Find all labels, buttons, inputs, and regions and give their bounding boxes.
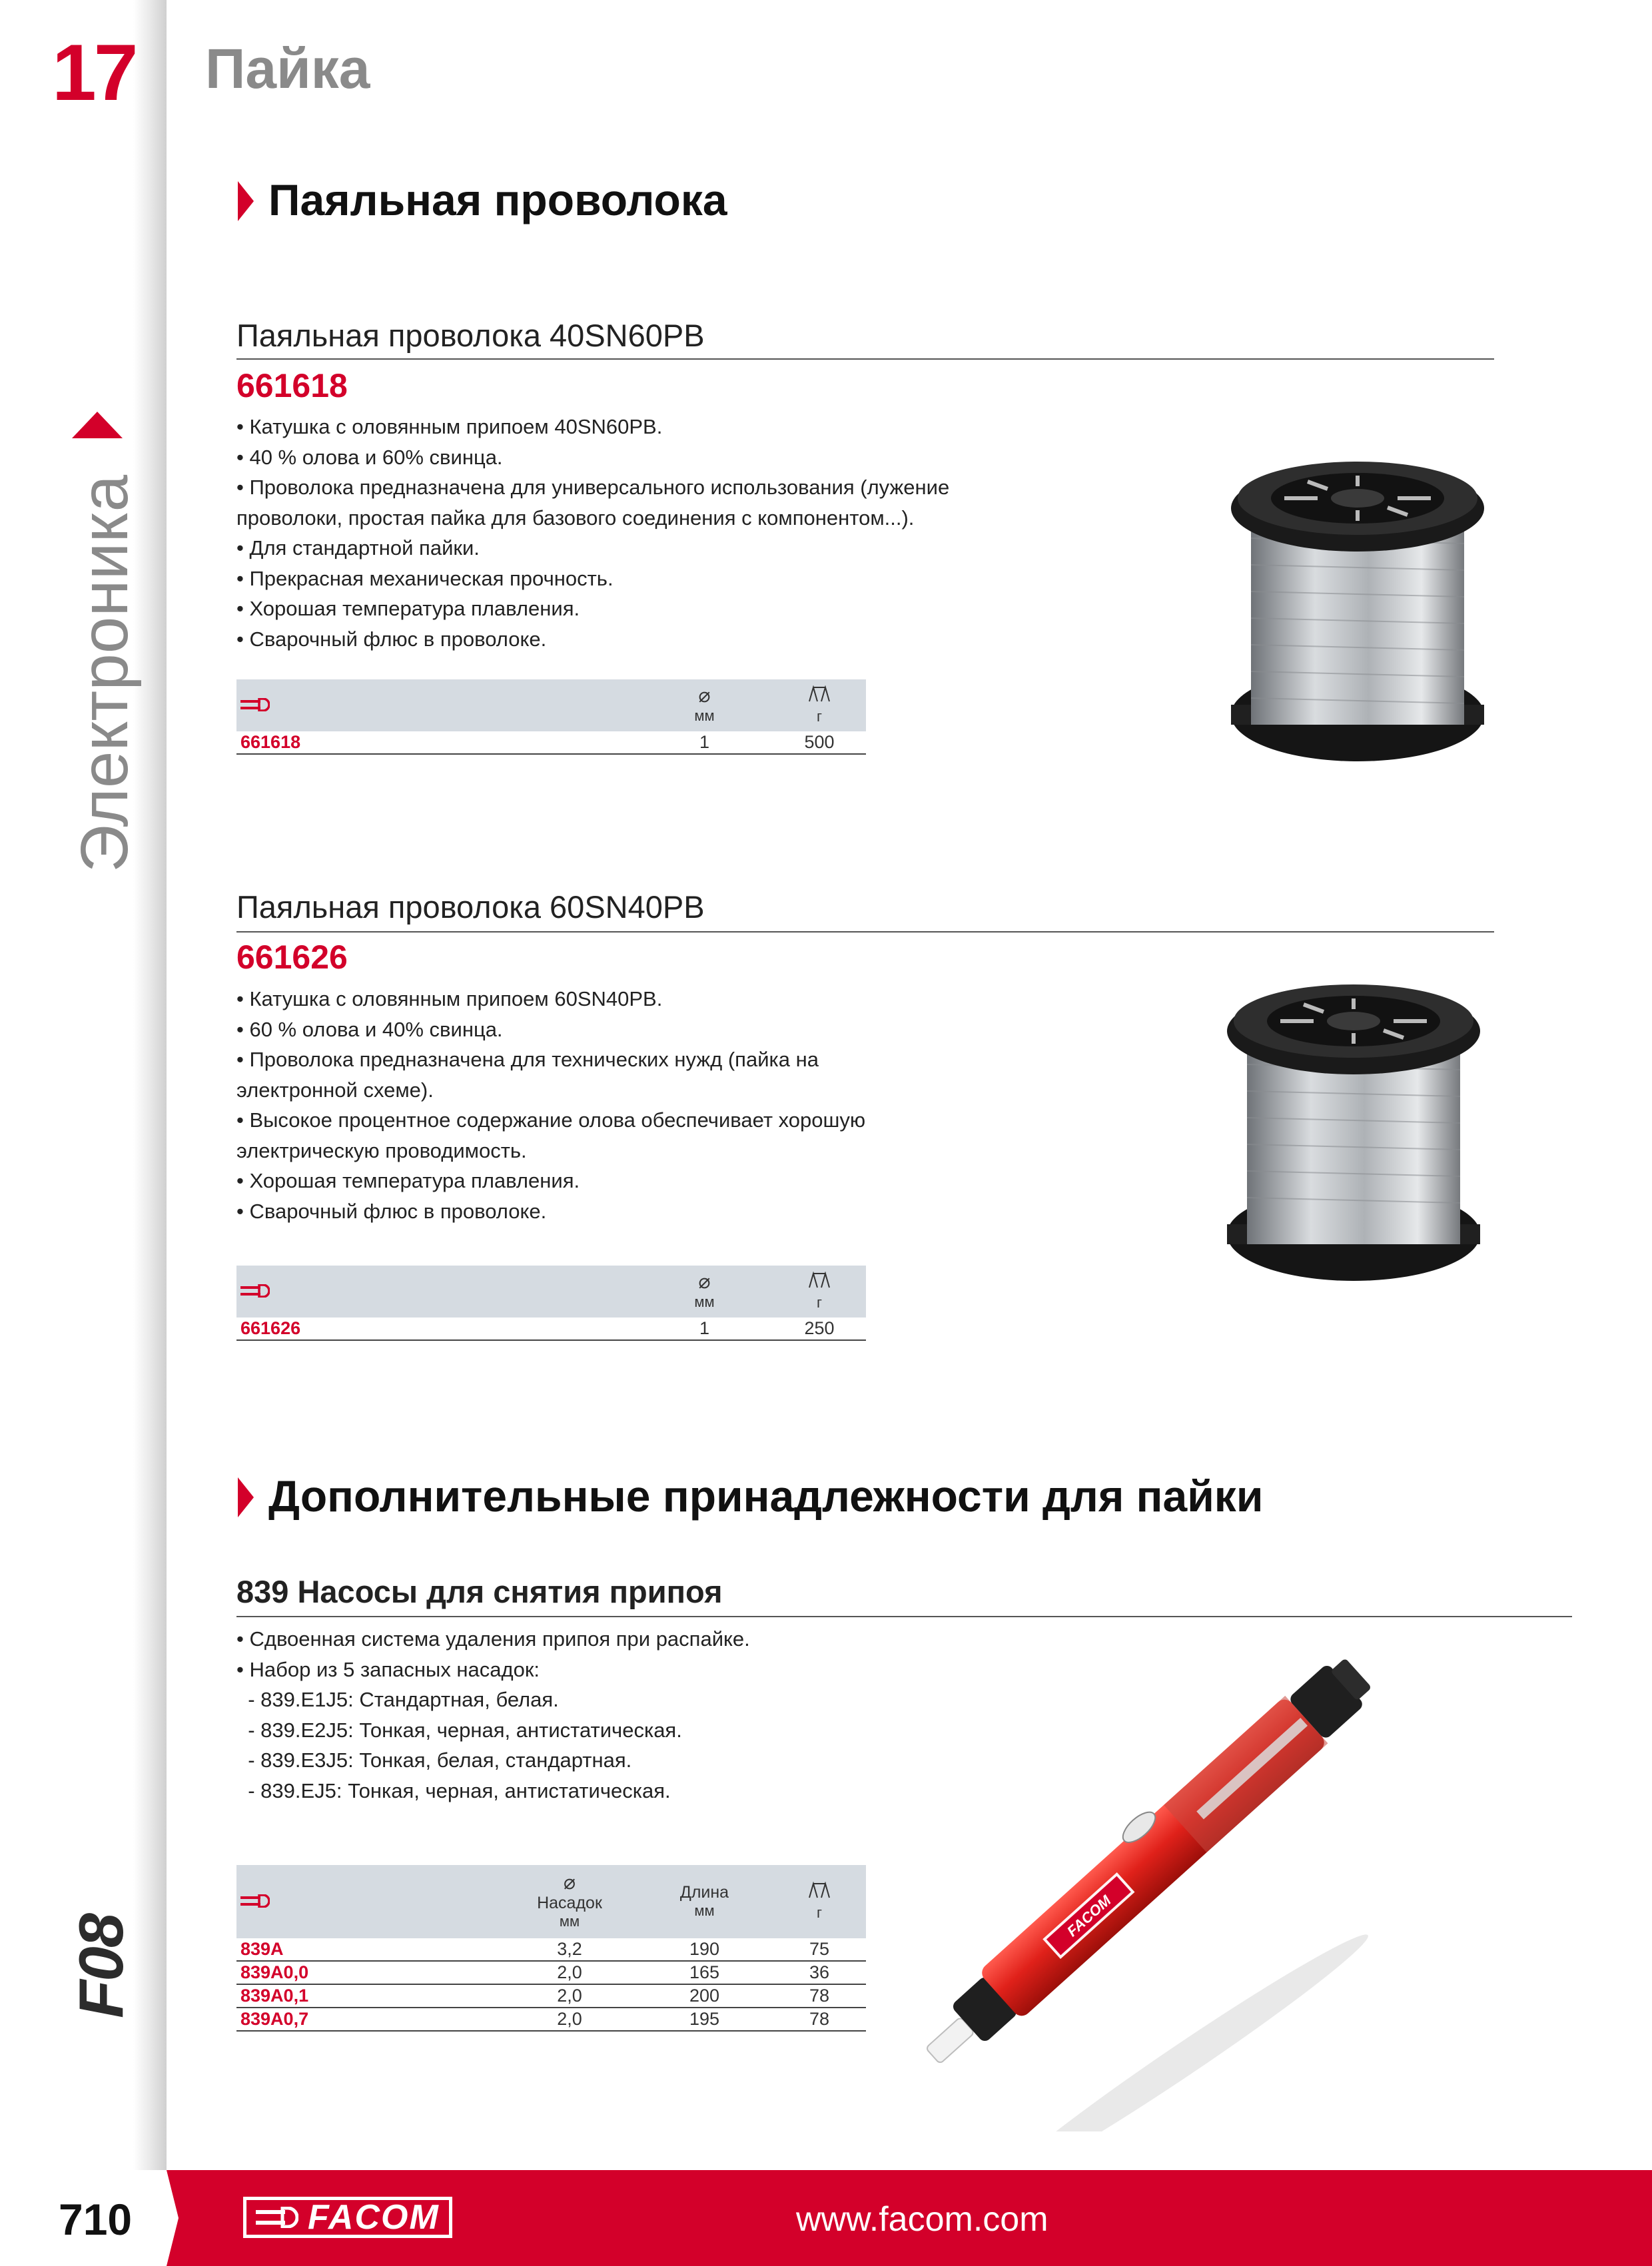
- weight-unit: г: [816, 1294, 823, 1311]
- row-code: 839A0,7: [236, 2008, 503, 2031]
- facom-reference-icon: [240, 1894, 270, 1908]
- row-code: 839A: [236, 1938, 503, 1961]
- weight-icon: [808, 1272, 831, 1289]
- diameter-header: [636, 679, 773, 731]
- feature-line: • 40 % олова и 60% свинца.: [236, 445, 503, 469]
- brand-name: FACOM: [308, 2198, 440, 2237]
- row-length: 190: [636, 1938, 773, 1961]
- row-length: 195: [636, 2008, 773, 2031]
- feature-line: • Для стандартной пайки.: [236, 536, 480, 560]
- feature-line: • 60 % олова и 40% свинца.: [236, 1017, 503, 1041]
- weight-header: [773, 679, 866, 731]
- chapter-number: 17: [52, 28, 136, 117]
- row-weight: 36: [773, 1961, 866, 1984]
- row-length: 165: [636, 1961, 773, 1984]
- reference-header: [236, 679, 636, 731]
- facom-reference-icon: [240, 698, 270, 711]
- row-length: 200: [636, 1984, 773, 2008]
- feature-line: • Хорошая температура плавления.: [236, 1169, 580, 1192]
- desoldering-pump-image: [866, 1625, 1599, 2131]
- weight-header: [773, 1865, 866, 1938]
- product-reference: 661626: [236, 939, 348, 976]
- row-code: 661626: [236, 1318, 636, 1340]
- row-nozzle: 2,0: [503, 1984, 636, 2008]
- feature-line: • Сдвоенная система удаления припоя при распайке.: [236, 1627, 750, 1651]
- row-code: 839A0,1: [236, 1984, 503, 2008]
- row-diameter: 1: [636, 731, 773, 754]
- section-heading: Паяльная проволока: [268, 175, 727, 224]
- row-weight: 75: [773, 1938, 866, 1961]
- row-diameter: 1: [636, 1318, 773, 1340]
- nozzle-unit: мм: [559, 1913, 580, 1930]
- length-unit: мм: [694, 1902, 715, 1919]
- feature-line: - 839.E3J5: Тонкая, белая, стандартная.: [236, 1748, 632, 1772]
- feature-line: электронной схеме).: [236, 1078, 434, 1102]
- weight-unit: г: [816, 1904, 823, 1921]
- facom-logo-frame: [243, 2197, 452, 2238]
- feature-line: • Катушка с оловянным припоем 40SN60PB.: [236, 415, 663, 438]
- feature-line: • Хорошая температура плавления.: [236, 597, 580, 620]
- title-rule: [236, 1616, 1572, 1617]
- feature-line: - 839.E1J5: Стандартная, белая.: [236, 1688, 559, 1711]
- row-weight: 78: [773, 2008, 866, 2031]
- product-title: Паяльная проволока 60SN40PB: [236, 889, 705, 925]
- reference-header: [236, 1865, 503, 1938]
- product-title: 839 Насосы для снятия припоя: [236, 1574, 723, 1609]
- spec-table: [236, 1266, 866, 1341]
- row-nozzle: 3,2: [503, 1938, 636, 1961]
- row-weight: 78: [773, 1984, 866, 2008]
- product-features: [236, 1624, 750, 1806]
- weight-icon: [808, 1882, 831, 1899]
- length-label: Длина: [679, 1883, 729, 1902]
- table-row: [236, 1984, 866, 2008]
- nozzle-header: [503, 1865, 636, 1938]
- website-url[interactable]: www.facom.com: [796, 2200, 1048, 2239]
- left-sidebar: [0, 0, 167, 2170]
- solder-spool-image: [1220, 971, 1487, 1298]
- diameter-icon: ⌀: [698, 1271, 711, 1293]
- section-arrow-icon: [238, 1477, 254, 1517]
- feature-line: • Набор из 5 запасных насадок:: [236, 1657, 540, 1681]
- diameter-unit: мм: [694, 1294, 715, 1310]
- section-heading: Дополнительные принадлежности для пайки: [268, 1471, 1264, 1521]
- feature-line: • Сварочный флюс в проволоке.: [236, 627, 547, 651]
- facom-logo-icon: [256, 2207, 298, 2228]
- feature-line: • Проволока предназначена для технических нужд (пайка на: [236, 1048, 819, 1071]
- facom-reference-icon: [240, 1284, 270, 1298]
- table-row: [236, 1961, 866, 1984]
- feature-line: электрическую проводимость.: [236, 1138, 527, 1162]
- facom-logo: [243, 2197, 452, 2238]
- feature-line: • Высокое процентное содержание олова обеспечивает хорошую: [236, 1108, 866, 1132]
- diameter-header: [636, 1266, 773, 1318]
- section-arrow-icon: [238, 181, 254, 221]
- weight-icon: [808, 685, 831, 703]
- diameter-unit: мм: [694, 707, 715, 724]
- page-number: 710: [59, 2195, 133, 2244]
- diameter-icon: ⌀: [698, 685, 711, 707]
- row-nozzle: 2,0: [503, 2008, 636, 2031]
- feature-line: - 839.EJ5: Тонкая, черная, антистатическая.: [236, 1778, 671, 1802]
- row-nozzle: 2,0: [503, 1961, 636, 1984]
- product-features: [236, 412, 949, 654]
- row-code: 661618: [236, 731, 636, 754]
- feature-line: • Прекрасная механическая прочность.: [236, 566, 614, 590]
- diameter-icon: ⌀: [563, 1872, 576, 1894]
- table-row: [236, 1318, 866, 1340]
- length-header: [636, 1865, 773, 1938]
- feature-line: • Катушка с оловянным припоем 60SN40PB.: [236, 987, 663, 1010]
- feature-line: • Сварочный флюс в проволоке.: [236, 1199, 547, 1223]
- feature-line: проволоки, простая пайка для базового соединения с компонентом...).: [236, 506, 915, 530]
- chapter-title: Пайка: [205, 37, 370, 100]
- product-reference: 661618: [236, 367, 348, 404]
- side-category-label: Электроника: [67, 474, 142, 873]
- row-code: 839A0,0: [236, 1961, 503, 1984]
- title-rule: [236, 358, 1494, 360]
- table-row: [236, 731, 866, 754]
- table-row: [236, 1938, 866, 1961]
- table-row: [236, 2008, 866, 2031]
- tool-brand-label: FACOM: [1063, 1892, 1114, 1940]
- spec-table: [236, 1865, 866, 2032]
- weight-unit: г: [816, 707, 823, 725]
- solder-spool-image: [1224, 445, 1491, 778]
- nozzle-label: Насадок: [537, 1894, 602, 1912]
- catalog-logo: F08: [66, 1914, 136, 2018]
- feature-line: - 839.E2J5: Тонкая, черная, антистатическая.: [236, 1718, 682, 1742]
- product-title: Паяльная проволока 40SN60PB: [236, 318, 705, 353]
- feature-line: • Проволока предназначена для универсального использования (лужение: [236, 476, 950, 499]
- reference-header: [236, 1266, 636, 1318]
- triangle-up-icon: [72, 412, 123, 438]
- page-footer: [0, 2170, 1652, 2266]
- row-weight: 250: [773, 1318, 866, 1340]
- product-features: [236, 984, 865, 1226]
- row-weight: 500: [773, 731, 866, 754]
- spec-table: [236, 679, 866, 755]
- title-rule: [236, 931, 1494, 933]
- weight-header: [773, 1266, 866, 1318]
